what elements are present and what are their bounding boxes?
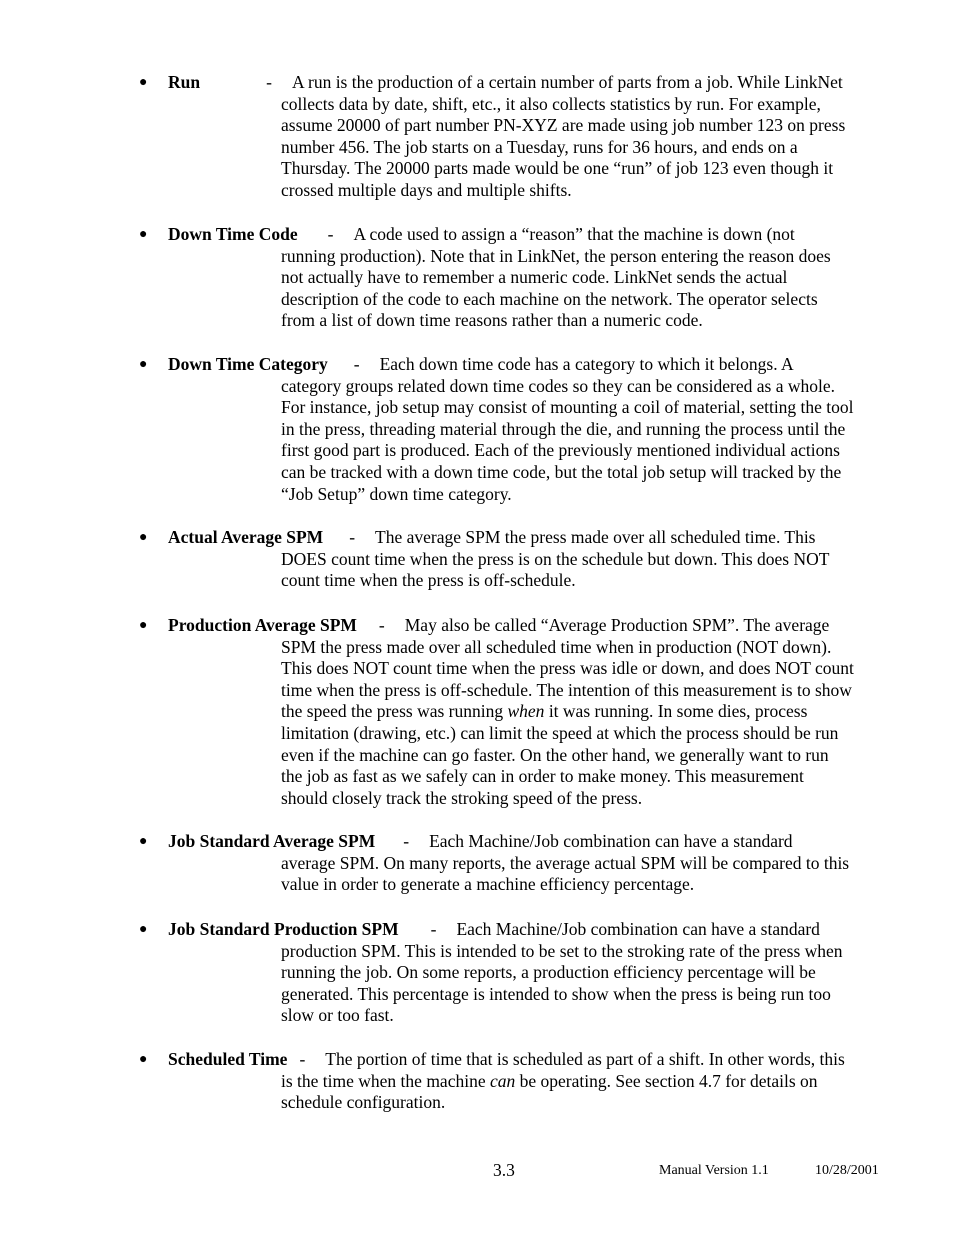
definition-line: count time when the press is off-schedule. bbox=[281, 570, 576, 591]
definition-line: collects data by date, shift, etc., it also collects statistics by run. For example, bbox=[281, 93, 821, 114]
dash: - bbox=[266, 72, 272, 92]
emphasis-text: when bbox=[507, 701, 545, 722]
definition-line: value in order to generate a machine efficiency percentage. bbox=[281, 874, 695, 895]
definition-line: from a list of down time reasons rather than a numeric code. bbox=[281, 310, 703, 331]
term-label: Run bbox=[168, 72, 201, 92]
definition-line: production SPM. This is intended to be set to the stroking rate of the press when bbox=[281, 940, 843, 961]
term-label: Job Standard Production SPM bbox=[168, 919, 399, 939]
bullet: ● bbox=[139, 530, 148, 545]
bullet: ● bbox=[139, 618, 148, 633]
definition-line: For instance, job setup may consist of mounting a coil of material, setting the tool bbox=[281, 397, 854, 418]
definition-body bbox=[281, 246, 901, 332]
definition-text: May also be called “Average Production SPM”. The average bbox=[404, 615, 830, 635]
definition-line: “Job Setup” down time category. bbox=[281, 483, 512, 504]
definition-line: limitation (drawing, etc.) can limit the speed at which the process should be run bbox=[281, 722, 839, 743]
definition-line: average SPM. On many reports, the average actual SPM will be compared to this bbox=[281, 852, 850, 873]
definition-text: A code used to assign a “reason” that the machine is down (not bbox=[353, 224, 795, 244]
definition-line: Thursday. The 20000 parts made would be one “run” of job 123 even though it bbox=[281, 158, 834, 179]
bullet: ● bbox=[139, 922, 148, 937]
definition-line: category groups related down time codes so they can be considered as a whole. bbox=[281, 375, 835, 396]
term-label: Down Time Code bbox=[168, 224, 298, 244]
entry-first-line bbox=[168, 1049, 845, 1071]
definition-line: crossed multiple days and multiple shifts. bbox=[281, 179, 572, 200]
definition-text: The portion of time that is scheduled as part of a shift. In other words, this bbox=[325, 1049, 845, 1069]
entry-first-line bbox=[168, 615, 829, 637]
definition-line: can be tracked with a down time code, but the total job setup will tracked by the bbox=[281, 461, 842, 482]
definition-line: first good part is produced. Each of the previously mentioned individual actions bbox=[281, 440, 840, 461]
definition-line: slow or too fast. bbox=[281, 1005, 394, 1026]
dash: - bbox=[327, 224, 334, 244]
definition-body bbox=[281, 637, 901, 810]
definition-line: SPM the press made over all scheduled time when in production (NOT down). bbox=[281, 636, 832, 657]
definition-line: not actually have to remember a numeric code. LinkNet sends the actual bbox=[281, 267, 788, 288]
entry-first-line bbox=[168, 224, 795, 246]
dash: - bbox=[403, 831, 410, 851]
definition-line: number 456. The job starts on a Tuesday, runs for 36 hours, and ends on a bbox=[281, 136, 798, 157]
definition-body bbox=[281, 853, 901, 896]
bullet: ● bbox=[139, 227, 148, 242]
definition-line bbox=[281, 1071, 901, 1093]
definition-line: This does NOT count time when the press was idle or down, and does NOT count bbox=[281, 658, 854, 679]
text-run: it was running. In some dies, process bbox=[544, 701, 808, 722]
bullet: ● bbox=[139, 834, 148, 849]
definition-line: running the job. On some reports, a production efficiency percentage will be bbox=[281, 962, 816, 983]
bullet: ● bbox=[139, 1052, 148, 1067]
definition-text: A run is the production of a certain number of parts from a job. While LinkNet bbox=[291, 72, 843, 92]
manual-version: Manual Version 1.1 bbox=[659, 1163, 769, 1178]
term-label: Down Time Category bbox=[168, 354, 328, 374]
term-label: Scheduled Time bbox=[168, 1049, 288, 1069]
bullet: ● bbox=[139, 357, 148, 372]
definition-body bbox=[281, 376, 901, 506]
bullet: ● bbox=[139, 75, 148, 90]
definition-line: the job as fast as we safely can in order to make money. This measurement bbox=[281, 766, 804, 787]
definition-line: DOES count time when the press is on the schedule but down. This does NOT bbox=[281, 548, 830, 569]
definition-body bbox=[281, 94, 901, 202]
definition-body bbox=[281, 549, 901, 592]
entry-first-line bbox=[168, 527, 816, 549]
dash: - bbox=[353, 354, 360, 374]
definition-text: Each down time code has a category to which it belongs. A bbox=[379, 354, 794, 374]
text-run: be operating. See section 4.7 for details on bbox=[515, 1070, 818, 1091]
entry-first-line bbox=[168, 919, 820, 941]
definition-line: time when the press is off-schedule. The intention of this measurement is to show bbox=[281, 679, 852, 700]
definition-line: even if the machine can go faster. On the other hand, we generally want to run bbox=[281, 744, 829, 765]
dash: - bbox=[299, 1049, 306, 1069]
definition-line: generated. This percentage is intended to show when the press is being run too bbox=[281, 983, 831, 1004]
emphasis-text: can bbox=[489, 1070, 516, 1091]
definition-line: schedule configuration. bbox=[281, 1092, 446, 1113]
dash: - bbox=[349, 527, 356, 547]
text-run: the speed the press was running bbox=[281, 701, 508, 722]
text-run: is the time when the machine bbox=[281, 1070, 490, 1091]
definition-line bbox=[281, 701, 901, 723]
document-date: 10/28/2001 bbox=[815, 1163, 879, 1178]
definition-line: in the press, threading material through the die, and running the process until the bbox=[281, 418, 846, 439]
term-label: Actual Average SPM bbox=[168, 527, 324, 547]
definition-text: Each Machine/Job combination can have a standard bbox=[456, 919, 820, 939]
term-label: Job Standard Average SPM bbox=[168, 831, 376, 851]
definition-body bbox=[281, 1071, 901, 1114]
definition-line: description of the code to each machine on the network. The operator selects bbox=[281, 288, 818, 309]
page-number: 3.3 bbox=[493, 1160, 515, 1180]
entry-first-line bbox=[168, 354, 794, 376]
dash: - bbox=[378, 615, 385, 635]
definition-text: Each Machine/Job combination can have a standard bbox=[429, 831, 793, 851]
definition-line: assume 20000 of part number PN-XYZ are made using job number 123 on press bbox=[281, 115, 846, 136]
entry-first-line bbox=[168, 831, 793, 853]
definition-text: The average SPM the press made over all scheduled time. This bbox=[375, 527, 816, 547]
definition-line: should closely track the stroking speed of the press. bbox=[281, 787, 643, 808]
dash: - bbox=[430, 919, 437, 939]
term-label: Production Average SPM bbox=[168, 615, 357, 635]
definition-body bbox=[281, 941, 901, 1027]
definition-line: running production). Note that in LinkNet, the person entering the reason does bbox=[281, 245, 831, 266]
entry-first-line bbox=[168, 72, 843, 94]
